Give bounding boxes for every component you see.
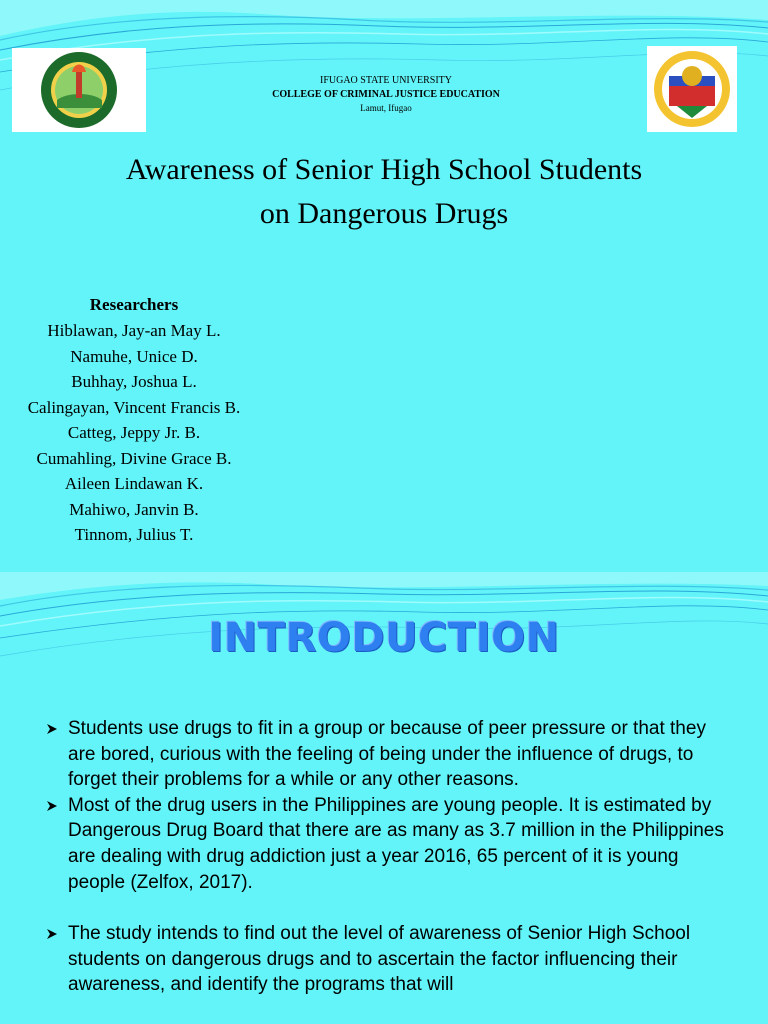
university-crest-icon <box>647 46 737 132</box>
college-name: COLLEGE OF CRIMINAL JUSTICE EDUCATION <box>272 89 500 100</box>
bullet-text: Most of the drug users in the Philippines are young people. It is estimated by Dangerous Drug Board that there are as many as 3.7 million in the Philippines are dealing with drug addiction just a year 2016, 65 percent of it is young people (Zelfox, 2017). <box>68 794 724 893</box>
arrow-bullet-icon <box>46 723 58 735</box>
location: Lamut, Ifugao <box>360 103 412 113</box>
introduction-slide <box>0 572 768 1024</box>
bullet-item <box>44 793 724 895</box>
researcher-name: Tinnom, Julius T. <box>74 525 194 544</box>
researcher-name: Aileen Lindawan K. <box>64 474 204 493</box>
bullet-text: The study intends to find out the level of awareness of Senior High School students on dangerous drugs and to ascertain the factor influencing their awareness, and identify the programs that will <box>68 923 691 996</box>
researcher-name: Cumahling, Divine Grace B. <box>36 448 232 468</box>
title-line-1: Awareness of Senior High School Students <box>125 153 643 186</box>
presentation-title <box>10 148 758 236</box>
researchers-heading: Researchers <box>89 295 179 314</box>
university-logo-right <box>647 46 737 132</box>
university-logo-left <box>12 48 146 132</box>
researcher-name: Catteg, Jeppy Jr. B. <box>67 423 201 442</box>
introduction-title: INTRODUCTION <box>208 615 560 661</box>
arrow-bullet-icon <box>46 800 58 812</box>
university-name: IFUGAO STATE UNIVERSITY <box>320 75 452 86</box>
bullet-item <box>44 921 724 998</box>
header-block <box>160 74 612 114</box>
researcher-name: Calingayan, Vincent Francis B. <box>27 397 241 417</box>
title-line-2: on Dangerous Drugs <box>259 197 509 230</box>
arrow-bullet-icon <box>46 928 58 940</box>
researcher-name: Buhhay, Joshua L. <box>71 372 197 391</box>
university-seal-icon <box>12 48 146 132</box>
researchers-list <box>0 318 268 548</box>
researcher-name: Hiblawan, Jay-an May L. <box>47 321 221 340</box>
researcher-name: Mahiwo, Janvin B. <box>69 499 199 519</box>
bullet-item <box>44 716 724 793</box>
bullet-text: Students use drugs to fit in a group or because of peer pressure or that they are bored, curious with the feeling of being under the influence of drugs, to forget their problems for a while or any other reasons. <box>68 718 706 791</box>
introduction-bullets <box>44 716 724 998</box>
researcher-name: Namuhe, Unice D. <box>70 346 198 366</box>
researchers-block <box>0 292 268 548</box>
